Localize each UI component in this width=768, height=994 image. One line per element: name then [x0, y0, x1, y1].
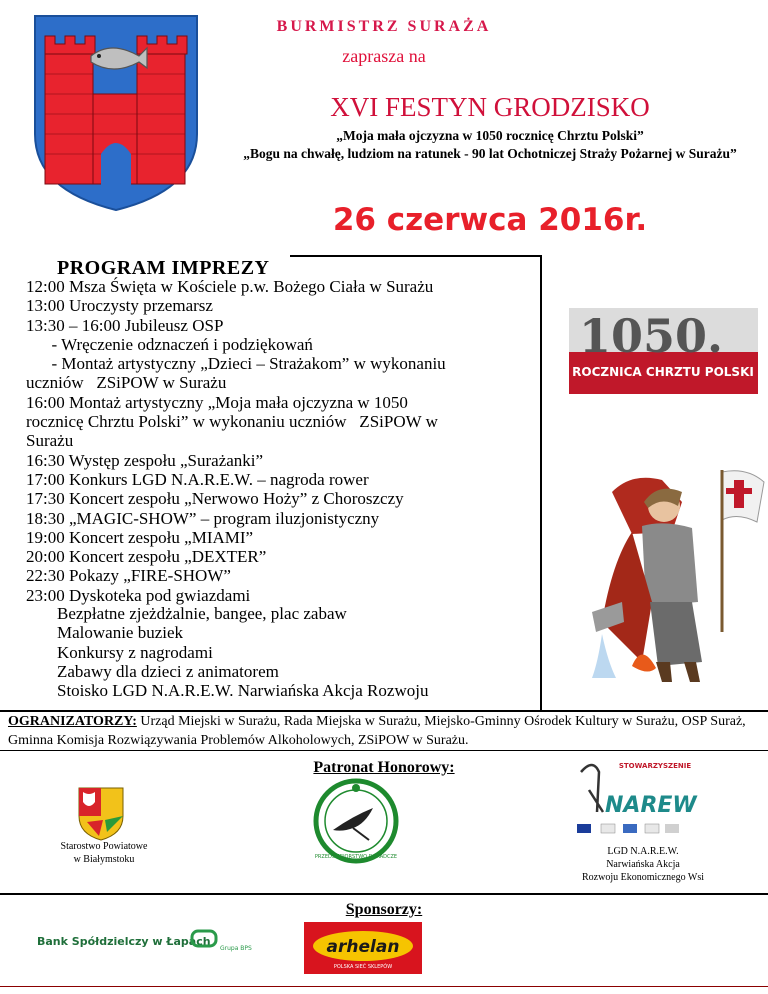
program-line: 19:00 Koncert zespołu „MIAMI”: [26, 527, 254, 547]
program-line: 22:30 Pokazy „FIRE-SHOW”: [26, 566, 231, 586]
anniversary-1050-image: [569, 308, 758, 394]
program-line: 17:00 Konkurs LGD N.A.R.E.W. – nagroda rower: [26, 469, 369, 489]
invite-text: zaprasza na: [342, 46, 426, 66]
attraction-item: Stoisko LGD N.A.R.E.W. Narwiańska Akcja Rozwoju: [57, 681, 429, 701]
program-line: 17:30 Koncert zespołu „Nerwowo Hoży” z Choroszczy: [26, 489, 404, 509]
starostwo-crest-logo: [77, 786, 125, 842]
event-title: XVI FESTYN GRODZISKO: [330, 92, 650, 122]
program-line: 20:00 Koncert zespołu „DEXTER”: [26, 547, 267, 567]
narew-logo-text: NAREW: [605, 793, 697, 818]
program-line: - Wręczenie odznaczeń i podziękowań: [26, 334, 313, 354]
saint-florian-image: [572, 462, 768, 684]
attraction-item: Bezpłatne zjeżdżalnie, bangee, plac zabaw: [57, 604, 347, 623]
program-line: 18:30 „MAGIC-SHOW” – program iluzjonistyczny: [26, 508, 380, 528]
bank-group: Grupa BPS: [220, 945, 252, 952]
divider-patronage: [0, 750, 768, 751]
bank-name: Bank Spółdzielczy w Łapach: [37, 935, 211, 948]
program-line: Surażu: [26, 431, 74, 451]
event-date: 26 czerwca 2016r.: [332, 202, 648, 238]
banner-caption: ROCZNICA CHRZTU POLSKI: [572, 365, 754, 379]
attraction-item: Malowanie buziek: [57, 623, 184, 643]
attractions-list: [57, 604, 537, 700]
divider-top: [290, 255, 541, 257]
bank-sponsor-logo: [37, 928, 277, 954]
narew-association-logo: [563, 752, 703, 838]
attraction-item: Zabawy dla dzieci z animatorem: [57, 661, 279, 681]
arhelan-sponsor-logo: [304, 922, 422, 974]
organizers-label: OGRANIZATORZY:: [8, 714, 137, 729]
motto-line-1: „Moja mała ojczyzna w 1050 rocznicę Chrztu Polski”: [336, 128, 644, 143]
patronage-title: Patronat Honorowy:: [313, 759, 455, 776]
circle-logo-text: PRZEDSIĘBIORSTWO DORADCZE: [314, 854, 398, 860]
starostwo-name: Starostwo Powiatowe w Białymstoku: [60, 841, 148, 865]
circular-bird-logo: [313, 778, 399, 864]
program-line: 13:00 Uroczysty przemarsz: [26, 296, 213, 316]
program-line: uczniów ZSiPOW w Surażu: [26, 373, 227, 393]
arhelan-subtitle: POLSKA SIEĆ SKLEPÓW: [333, 964, 393, 970]
program-line: rocznicę Chrztu Polski” w wykonaniu uczniów ZSiPOW w: [26, 412, 438, 432]
divider-vertical: [540, 255, 542, 710]
program-line: 12:00 Msza Święta w Kościele p.w. Bożego Ciała w Surażu: [26, 277, 434, 296]
program-title: PROGRAM IMPREZY: [57, 257, 270, 279]
organizers-list: Urząd Miejski w Surażu, Rada Miejska w Surażu, Miejsko-Gminny Ośrodek Kultury w Surażu, OSP Suraż, Gminna Komisja Rozwiązywania Problemów Alkoholowych, ZSiPOW w Surażu.: [8, 714, 746, 748]
program-line: 16:30 Występ zespołu „Surażanki”: [26, 450, 264, 470]
town-crest-logo: [33, 14, 199, 212]
narew-top-label: STOWARZYSZENIE: [618, 762, 692, 770]
motto-line-2: „Bogu na chwałę, ludziom na ratunek - 90 lat Ochotniczej Straży Pożarnej w Surażu”: [243, 146, 737, 161]
program-line: 16:00 Montaż artystyczny „Moja mała ojczyzna w 1050: [26, 392, 408, 412]
organizers-text: [8, 712, 763, 750]
divider-bottom: [0, 986, 768, 987]
banner-number: 1050.: [579, 309, 724, 363]
narew-name: LGD N.A.R.E.W. Narwiańska Akcja Rozwoju Ekonomicznego Wsi: [581, 846, 705, 883]
attraction-item: Konkursy z nagrodami: [57, 642, 213, 662]
program-list: [26, 277, 536, 605]
program-line: 23:00 Dyskoteka pod gwiazdami: [26, 585, 251, 605]
divider-sponsors: [0, 893, 768, 895]
program-line: 13:30 – 16:00 Jubileusz OSP: [26, 315, 224, 335]
arhelan-name: arhelan: [326, 937, 400, 957]
sponsors-title: Sponsorzy:: [345, 901, 423, 918]
organizer-heading: BURMISTRZ SURAŻA: [276, 18, 492, 35]
program-line: - Montaż artystyczny „Dzieci – Strażakom” w wykonaniu: [26, 354, 446, 374]
